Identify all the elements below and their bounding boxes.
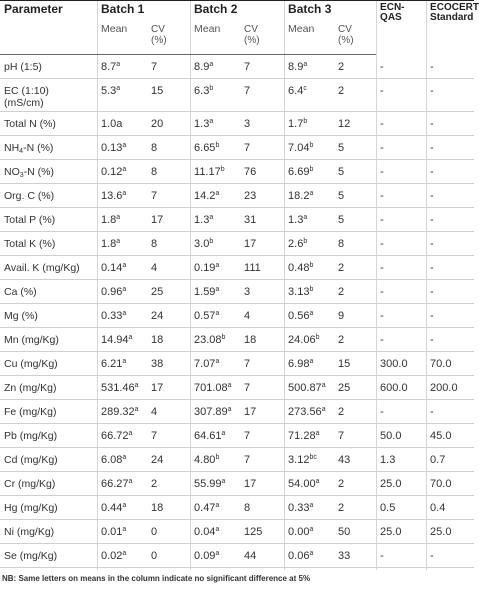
batch-3-mean-cell: 0.48$^b$	[284, 256, 334, 280]
ecocert-cell: -	[426, 328, 474, 352]
batch-1-cv-cell: 7	[147, 184, 190, 208]
batch-2-cv-cell: 7	[240, 352, 284, 376]
table-row	[0, 55, 474, 79]
batch-3-mean-cell: 6.69$^b$	[284, 160, 334, 184]
batch-3-cv-cell: 8	[334, 232, 376, 256]
batch-1-cv-cell: 0	[147, 544, 190, 568]
ecocert-cell: -	[426, 400, 474, 424]
batch-1-mean-cell: 0.13$^a$	[97, 136, 147, 160]
batch-1-mean-cell: 66.27$^a$	[97, 472, 147, 496]
batch-3-cv-cell: 15	[334, 352, 376, 376]
table-row	[0, 472, 474, 496]
batch-3-mean-cell: 3.12$^{bc}$	[284, 448, 334, 472]
batch-2-mean-cell: 0.09$^a$	[190, 544, 240, 568]
ecn-qas-cell: -	[376, 208, 426, 232]
batch-3-cv-cell: 2	[334, 55, 376, 79]
batch-3-mean-cell: 1.7$^b$	[284, 112, 334, 136]
batch-1-cv-cell: 17	[147, 376, 190, 400]
subheader-mean: Mean	[190, 21, 240, 55]
batch-2-cv-cell: 111	[240, 256, 284, 280]
batch-2-cv-cell: 7	[240, 55, 284, 79]
ecocert-cell: -	[426, 112, 474, 136]
batch-3-mean-cell: 7.04$^b$	[284, 136, 334, 160]
batch-1-cv-cell: 0	[147, 520, 190, 544]
batch-1-mean-cell: 0.12$^a$	[97, 160, 147, 184]
ecn-qas-cell: -	[376, 400, 426, 424]
batch-1-cv-cell: 4	[147, 256, 190, 280]
subheader-mean: Mean	[284, 21, 334, 55]
table-row	[0, 496, 474, 520]
batch-1-cv-cell: 8	[147, 232, 190, 256]
batch-1-mean-cell: 14.94$^a$	[97, 328, 147, 352]
batch-1-mean-cell: 8.7$^a$	[97, 55, 147, 79]
ecocert-cell: -	[426, 184, 474, 208]
batch-2-mean-cell: 1.59$^a$	[190, 280, 240, 304]
batch-1-cv-cell: 24	[147, 304, 190, 328]
batch-2-cv-cell: 8	[240, 496, 284, 520]
ecn-qas-cell: -	[376, 79, 426, 112]
batch-1-cv-cell: 24	[147, 448, 190, 472]
batch-1-mean-cell: 6.08$^a$	[97, 448, 147, 472]
batch-2-mean-cell: 4.80$^b$	[190, 448, 240, 472]
ecn-qas-cell: -	[376, 280, 426, 304]
header-batch-2: Batch 2	[190, 1, 284, 22]
batch-1-mean-cell: 0.14$^a$	[97, 256, 147, 280]
ecn-qas-cell: 600.0	[376, 376, 426, 400]
subheader-mean: Mean	[97, 21, 147, 55]
batch-1-mean-cell: 0.44$^a$	[97, 496, 147, 520]
ecn-qas-cell: 300.0	[376, 352, 426, 376]
batch-2-mean-cell: 0.04$^a$	[190, 520, 240, 544]
batch-2-mean-cell: 6.65$^b$	[190, 136, 240, 160]
parameter-cell: $NH_4-N$ (%)	[0, 136, 97, 160]
batch-1-mean-cell: 0.02$^a$	[97, 544, 147, 568]
subheader-cv: CV (%)	[334, 21, 376, 55]
batch-1-mean-cell: 531.46$^a$	[97, 376, 147, 400]
batch-1-cv-cell: 7	[147, 424, 190, 448]
batch-2-cv-cell: 17	[240, 232, 284, 256]
header-batch-3: Batch 3	[284, 1, 376, 22]
ecn-qas-cell: 0.5	[376, 496, 426, 520]
batch-1-mean-cell: 0.33$^a$	[97, 304, 147, 328]
footnote: NB: Same letters on means in the column indicate no significant difference at 5%	[2, 574, 311, 583]
batch-3-cv-cell: 2	[334, 79, 376, 112]
table-row	[0, 544, 474, 568]
batch-2-cv-cell: 4	[240, 304, 284, 328]
batch-1-cv-cell: 2	[147, 472, 190, 496]
ecn-qas-cell: -	[376, 544, 426, 568]
subheader-cv: CV (%)	[240, 21, 284, 55]
ecn-qas-cell: -	[376, 256, 426, 280]
batch-2-mean-cell: 3.0$^b$	[190, 232, 240, 256]
batch-3-mean-cell: 273.56$^a$	[284, 400, 334, 424]
batch-3-mean-cell: 2.6$^b$	[284, 232, 334, 256]
batch-1-mean-cell: 0.01$^a$	[97, 520, 147, 544]
batch-1-cv-cell: 38	[147, 352, 190, 376]
table-row	[0, 160, 474, 184]
batch-1-cv-cell: 8	[147, 160, 190, 184]
batch-3-cv-cell: 9	[334, 304, 376, 328]
batch-3-cv-cell: 2	[334, 496, 376, 520]
parameter-cell: Ni (mg/Kg)	[0, 520, 97, 544]
ecocert-cell: -	[426, 136, 474, 160]
ecocert-cell: -	[426, 79, 474, 112]
ecocert-cell: 0.7	[426, 448, 474, 472]
batch-2-cv-cell: 23	[240, 184, 284, 208]
batch-1-cv-cell: 8	[147, 136, 190, 160]
parameter-cell: Total K (%)	[0, 232, 97, 256]
batch-3-mean-cell: 71.28$^a$	[284, 424, 334, 448]
ecocert-cell: -	[426, 55, 474, 79]
batch-2-cv-cell: 18	[240, 328, 284, 352]
batch-2-cv-cell: 7	[240, 448, 284, 472]
batch-2-mean-cell: 7.07$^a$	[190, 352, 240, 376]
subheader-blank	[0, 21, 97, 55]
batch-1-mean-cell: 1.0a	[97, 112, 147, 136]
batch-1-cv-cell: 15	[147, 79, 190, 112]
batch-2-mean-cell: 8.9$^a$	[190, 55, 240, 79]
ecocert-cell: -	[426, 544, 474, 568]
batch-3-cv-cell: 33	[334, 544, 376, 568]
batch-1-mean-cell: 5.3$^a$	[97, 79, 147, 112]
ecn-qas-cell: -	[376, 136, 426, 160]
batch-3-mean-cell: 24.06$^b$	[284, 328, 334, 352]
batch-3-cv-cell: 5	[334, 184, 376, 208]
batch-3-cv-cell: 5	[334, 160, 376, 184]
parameter-cell: Total N (%)	[0, 112, 97, 136]
batch-3-cv-cell: 2	[334, 256, 376, 280]
batch-2-mean-cell: 0.47$^a$	[190, 496, 240, 520]
batch-2-mean-cell: 55.99$^a$	[190, 472, 240, 496]
batch-3-cv-cell: 43	[334, 448, 376, 472]
parameter-cell: Cu (mg/Kg)	[0, 352, 97, 376]
parameter-cell: Mg (%)	[0, 304, 97, 328]
batch-2-mean-cell: 307.89$^a$	[190, 400, 240, 424]
ecn-qas-cell: -	[376, 304, 426, 328]
header-ecocert-standard: ECOCERT Standard	[426, 1, 474, 55]
batch-1-mean-cell: 0.96$^a$	[97, 280, 147, 304]
batch-1-mean-cell: 1.8$^a$	[97, 232, 147, 256]
batch-2-mean-cell: 1.3$^a$	[190, 112, 240, 136]
parameter-cell: Ca (%)	[0, 280, 97, 304]
batch-3-cv-cell: 2	[334, 400, 376, 424]
ecocert-cell: 70.0	[426, 352, 474, 376]
batch-1-mean-cell: 1.8$^a$	[97, 208, 147, 232]
batch-2-cv-cell: 7	[240, 376, 284, 400]
parameter-cell: Hg (mg/Kg)	[0, 496, 97, 520]
batch-2-cv-cell: 3	[240, 280, 284, 304]
ecn-qas-cell: -	[376, 160, 426, 184]
batch-2-cv-cell: 125	[240, 520, 284, 544]
batch-1-mean-cell: 6.21$^a$	[97, 352, 147, 376]
batch-3-mean-cell: 3.13$^b$	[284, 280, 334, 304]
parameter-cell: Pb (mg/Kg)	[0, 424, 97, 448]
ecocert-cell: 0.4	[426, 496, 474, 520]
ecocert-cell: -	[426, 208, 474, 232]
parameter-cell: Zn (mg/Kg)	[0, 376, 97, 400]
batch-2-mean-cell: 11.17$^b$	[190, 160, 240, 184]
batch-2-mean-cell: 23.08$^b$	[190, 328, 240, 352]
table-row	[0, 448, 474, 472]
batch-2-cv-cell: 7	[240, 136, 284, 160]
batch-2-mean-cell: 701.08$^a$	[190, 376, 240, 400]
batch-2-cv-cell: 17	[240, 472, 284, 496]
batch-3-cv-cell: 7	[334, 424, 376, 448]
ecn-qas-cell: -	[376, 184, 426, 208]
batch-1-cv-cell: 7	[147, 55, 190, 79]
table-row	[0, 79, 474, 112]
ecocert-cell: 45.0	[426, 424, 474, 448]
table-row	[0, 424, 474, 448]
ecocert-cell: 70.0	[426, 472, 474, 496]
ecn-qas-cell: 50.0	[376, 424, 426, 448]
batch-1-cv-cell: 17	[147, 208, 190, 232]
ecocert-cell: -	[426, 304, 474, 328]
batch-1-cv-cell: 4	[147, 400, 190, 424]
header-row	[0, 1, 474, 22]
table-row	[0, 520, 474, 544]
batch-3-mean-cell: 0.06$^a$	[284, 544, 334, 568]
batch-3-cv-cell: 2	[334, 472, 376, 496]
batch-1-cv-cell: 20	[147, 112, 190, 136]
table-row	[0, 112, 474, 136]
batch-1-cv-cell: 18	[147, 496, 190, 520]
table-row	[0, 208, 474, 232]
ecocert-cell: 200.0	[426, 376, 474, 400]
batch-3-mean-cell: 0.00$^a$	[284, 520, 334, 544]
batch-2-cv-cell: 44	[240, 544, 284, 568]
ecn-qas-cell: 25.0	[376, 472, 426, 496]
batch-1-cv-cell: 18	[147, 328, 190, 352]
ecocert-cell: -	[426, 232, 474, 256]
table-row	[0, 400, 474, 424]
ecn-qas-cell: 1.3	[376, 448, 426, 472]
subheader-cv: CV (%)	[147, 21, 190, 55]
table-row	[0, 304, 474, 328]
batch-3-mean-cell: 0.33$^a$	[284, 496, 334, 520]
table-body	[0, 55, 474, 568]
batch-2-mean-cell: 0.57$^a$	[190, 304, 240, 328]
batch-1-mean-cell: 66.72$^a$	[97, 424, 147, 448]
parameter-cell: Cd (mg/Kg)	[0, 448, 97, 472]
batch-2-cv-cell: 76	[240, 160, 284, 184]
batch-2-mean-cell: 14.2$^a$	[190, 184, 240, 208]
table-row	[0, 352, 474, 376]
batch-3-cv-cell: 5	[334, 208, 376, 232]
batch-3-cv-cell: 25	[334, 376, 376, 400]
ecn-qas-cell: -	[376, 112, 426, 136]
batch-3-cv-cell: 50	[334, 520, 376, 544]
batch-3-cv-cell: 12	[334, 112, 376, 136]
parameter-cell: Total P (%)	[0, 208, 97, 232]
batch-2-cv-cell: 31	[240, 208, 284, 232]
table-row	[0, 232, 474, 256]
table-row	[0, 256, 474, 280]
ecn-qas-cell: -	[376, 328, 426, 352]
parameter-cell: Cr (mg/Kg)	[0, 472, 97, 496]
batch-3-mean-cell: 1.3$^a$	[284, 208, 334, 232]
batch-3-cv-cell: 2	[334, 328, 376, 352]
batch-2-mean-cell: 1.3$^a$	[190, 208, 240, 232]
batch-1-mean-cell: 13.6$^a$	[97, 184, 147, 208]
batch-2-mean-cell: 64.61$^a$	[190, 424, 240, 448]
batch-3-mean-cell: 54.00$^a$	[284, 472, 334, 496]
batch-2-cv-cell: 7	[240, 79, 284, 112]
header-parameter: Parameter	[0, 1, 97, 22]
ecocert-cell: 25.0	[426, 520, 474, 544]
batch-1-mean-cell: 289.32$^a$	[97, 400, 147, 424]
batch-2-mean-cell: 0.19$^a$	[190, 256, 240, 280]
table-row	[0, 376, 474, 400]
ecn-qas-cell: -	[376, 232, 426, 256]
batch-2-cv-cell: 3	[240, 112, 284, 136]
batch-3-mean-cell: 8.9$^a$	[284, 55, 334, 79]
parameter-cell: pH (1:5)	[0, 55, 97, 79]
ecocert-cell: -	[426, 256, 474, 280]
header-batch-1: Batch 1	[97, 1, 190, 22]
table-row	[0, 184, 474, 208]
batch-2-cv-cell: 17	[240, 400, 284, 424]
batch-3-mean-cell: 6.98$^a$	[284, 352, 334, 376]
ecocert-cell: -	[426, 160, 474, 184]
batch-3-mean-cell: 6.4$^c$	[284, 79, 334, 112]
ecn-qas-cell: -	[376, 55, 426, 79]
table-row	[0, 280, 474, 304]
table-row	[0, 328, 474, 352]
batch-1-cv-cell: 25	[147, 280, 190, 304]
batch-3-cv-cell: 2	[334, 280, 376, 304]
batch-2-mean-cell: 6.3$^b$	[190, 79, 240, 112]
parameter-cell: Se (mg/Kg)	[0, 544, 97, 568]
parameter-cell: EC (1:10) (mS/cm)	[0, 79, 97, 112]
batch-2-cv-cell: 7	[240, 424, 284, 448]
parameter-cell: Avail. K (mg/Kg)	[0, 256, 97, 280]
header-ecn-qas: ECN- QAS	[376, 1, 426, 55]
batch-3-mean-cell: 0.56$^a$	[284, 304, 334, 328]
table-row	[0, 136, 474, 160]
parameter-cell: Org. C (%)	[0, 184, 97, 208]
batch-3-mean-cell: 500.87$^a$	[284, 376, 334, 400]
parameter-cell: $NO_3-N$ (%)	[0, 160, 97, 184]
parameter-cell: Mn (mg/Kg)	[0, 328, 97, 352]
parameter-cell: Fe (mg/Kg)	[0, 400, 97, 424]
batch-3-mean-cell: 18.2$^a$	[284, 184, 334, 208]
ecn-qas-cell: 25.0	[376, 520, 426, 544]
batch-3-cv-cell: 5	[334, 136, 376, 160]
ecocert-cell: -	[426, 280, 474, 304]
